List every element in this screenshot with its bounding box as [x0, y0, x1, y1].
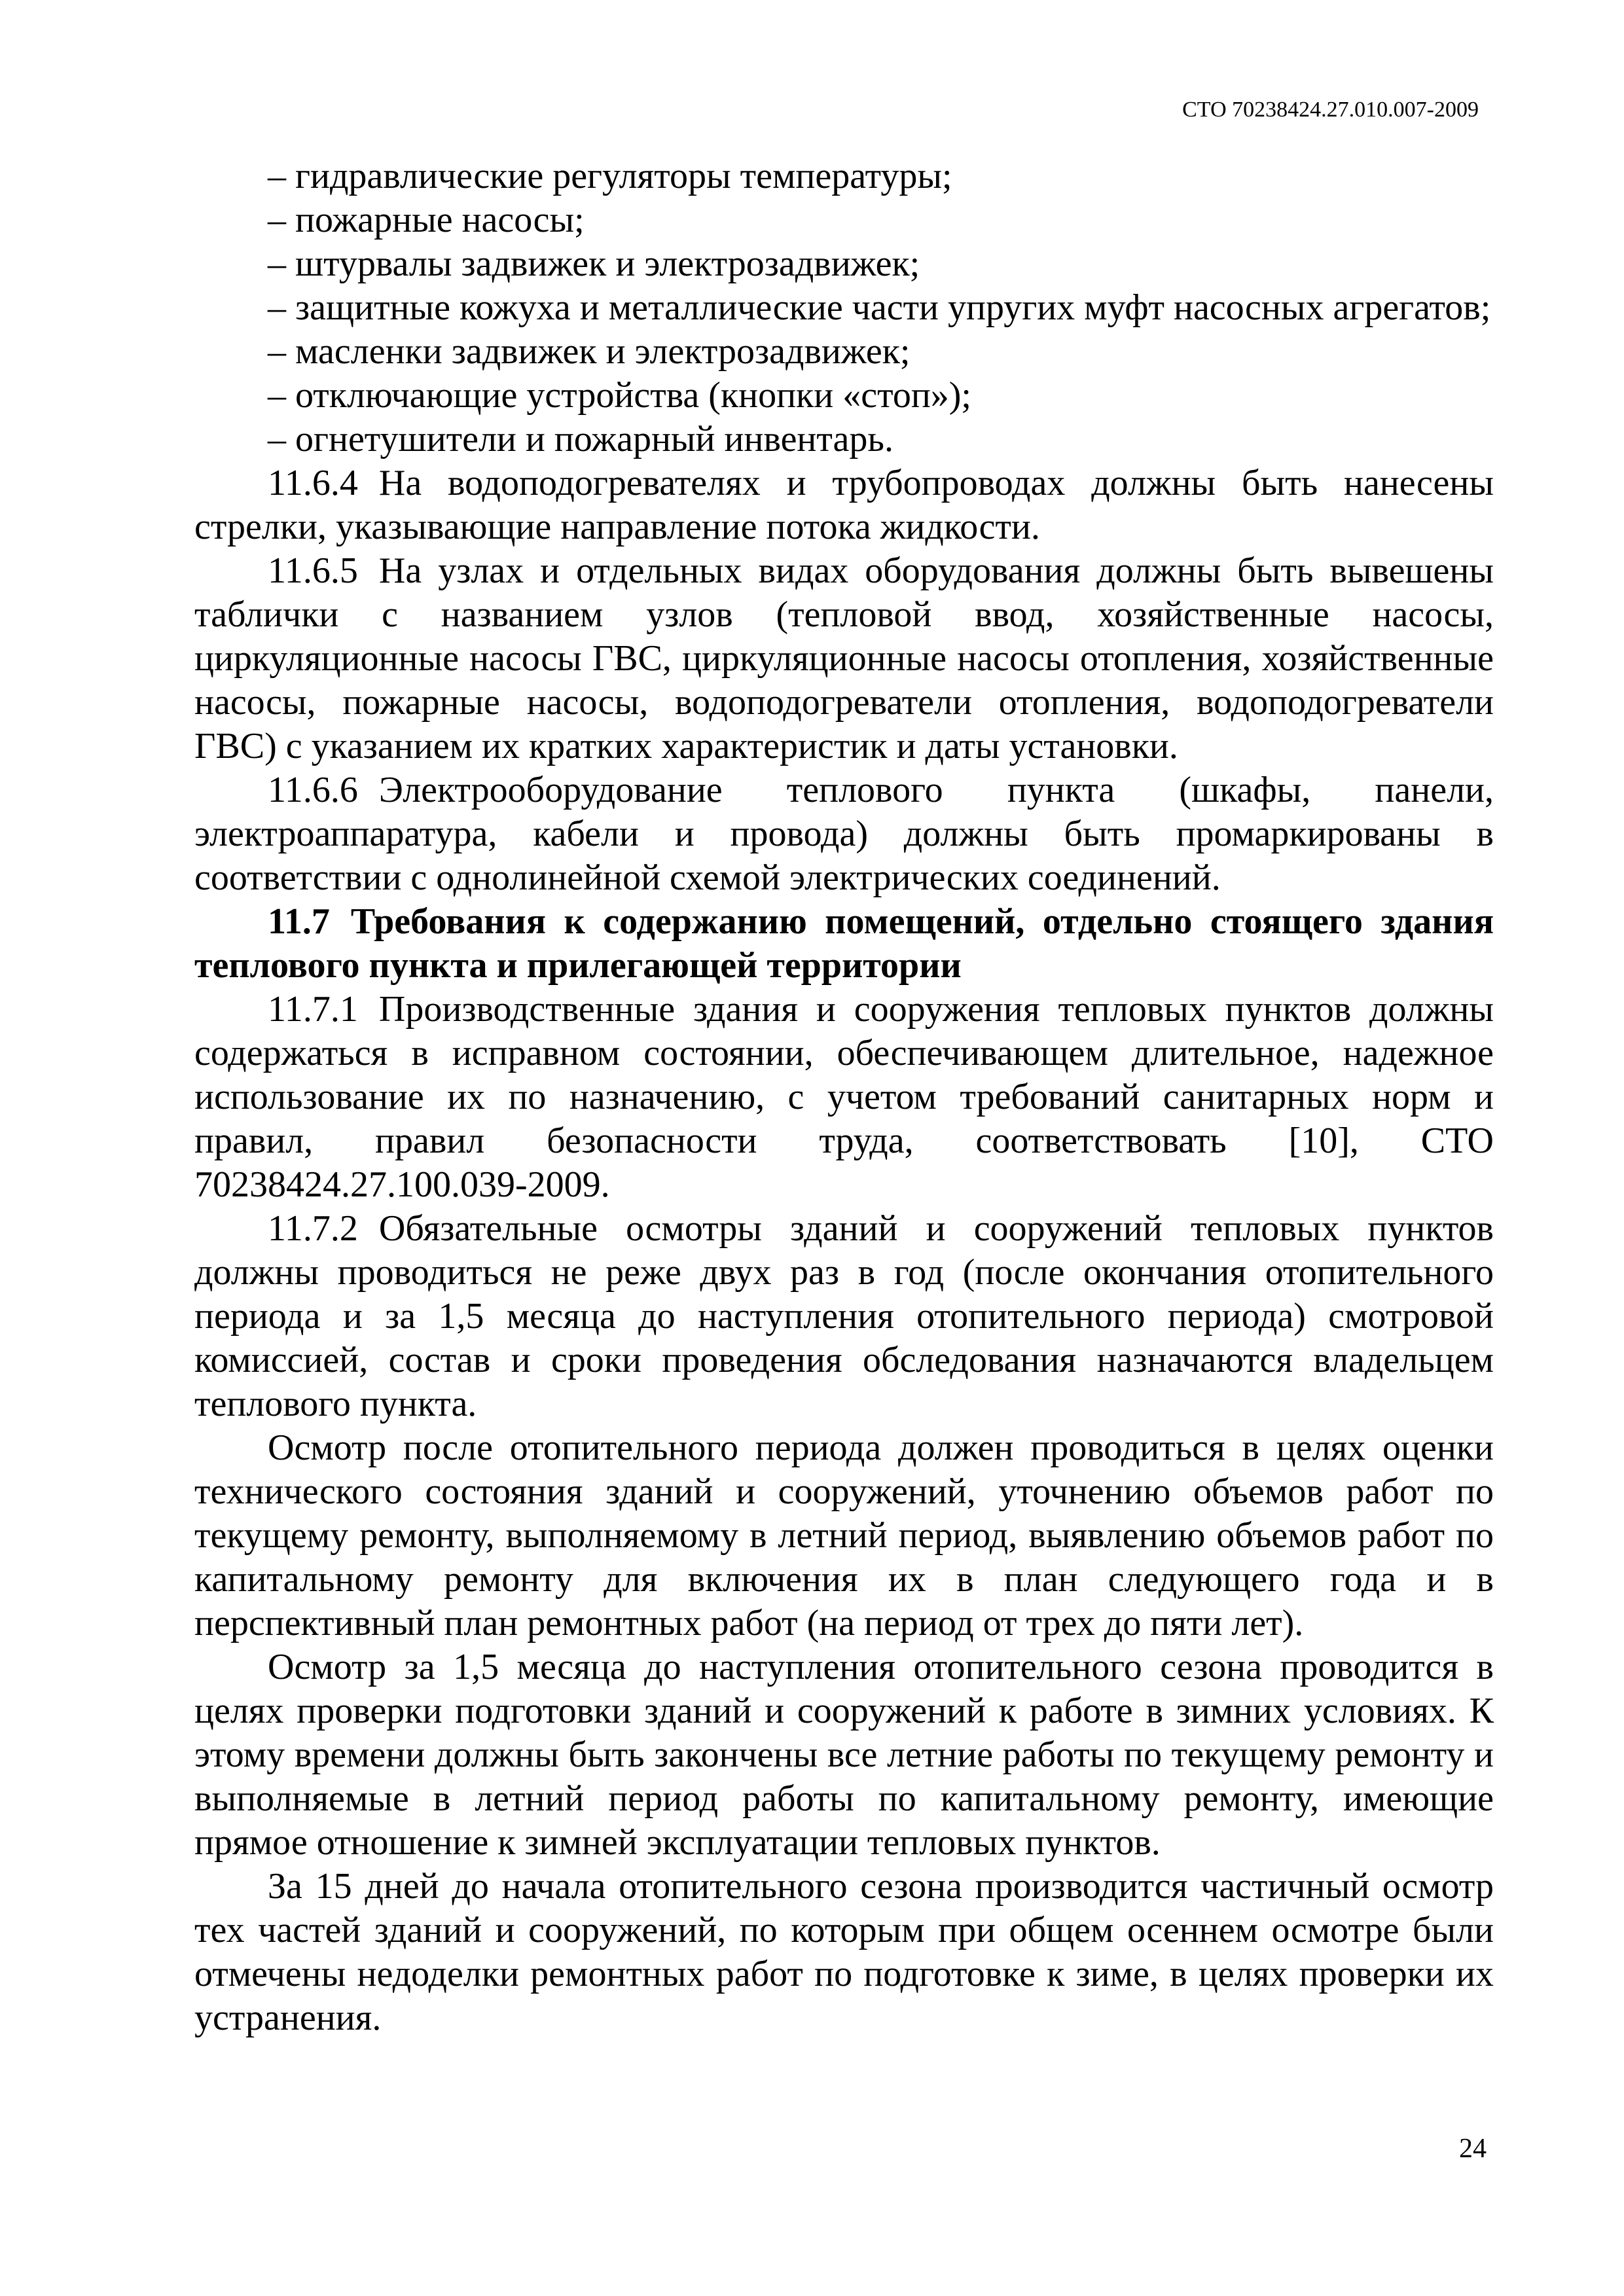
- clause-number: 11.6.5: [268, 550, 358, 591]
- clause-number: 11.7.1: [268, 989, 358, 1030]
- list-item: – огнетушители и пожарный инвентарь.: [268, 419, 893, 459]
- section-title: Требования к содержанию помещений, отдельно стоящего здания теплового пункта и прилегающей территории: [194, 901, 1494, 986]
- clause-number: 11.6.4: [268, 463, 358, 503]
- list-item: – отключающие устройства (кнопки «стоп»);: [268, 375, 971, 416]
- document-code: СТО 70238424.27.010.007-2009: [1182, 98, 1479, 122]
- clause-text: Обязательные осмотры зданий и сооружений тепловых пунктов должны проводиться не реже двух раз в год (после окончания отопительного периода и за 1,5 месяца до наступления отопительного периода) смотровой комиссией, состав и сроки проведения обследования назначаются владельцем теплового пункта.: [194, 1208, 1494, 1424]
- clause-text: На узлах и отдельных видах оборудования должны быть вывешены таблички с названием узлов (тепловой ввод, хозяйственные насосы, циркуляционные насосы ГВС, циркуляционные насосы отопления, хозяйственные насосы, пожарные насосы, водоподогреватели отопления, водоподогреватели ГВС) с указанием их кратких характеристик и даты установки.: [194, 550, 1494, 766]
- list-item: – гидравлические регуляторы температуры;: [268, 156, 952, 196]
- section-heading: [194, 900, 1494, 988]
- body-paragraph: За 15 дней до начала отопительного сезона производится частичный осмотр тех частей зданий и сооружений, по которым при общем осеннем осмотре были отмечены недоделки ремонтных работ по подготовке к зиме, в целях проверки их устранения.: [194, 1866, 1494, 2038]
- clause-11-7-1: [194, 988, 1494, 1207]
- list-item: – защитные кожуха и металлические части упругих муфт насосных агрегатов;: [268, 287, 1491, 328]
- section-number: 11.7: [268, 901, 330, 942]
- page-number: 24: [1459, 2134, 1487, 2164]
- list-item: – масленки задвижек и электрозадвижек;: [268, 331, 911, 372]
- clause-text: Производственные здания и сооружения тепловых пунктов должны содержаться в исправном состоянии, обеспечивающем длительное, надежное использование их по назначению, с учетом требований санитарных норм и правил, правил безопасности труда, соответствовать [10], СТО 70238424.27.100.039-2009.: [194, 989, 1494, 1205]
- list-item: – пожарные насосы;: [268, 200, 585, 240]
- body-paragraph: Осмотр после отопительного периода должен проводиться в целях оценки технического состояния зданий и сооружений, уточнению объемов работ по текущему ремонту, выполняемому в летний период, выявлению объемов работ по капитальному ремонту для включения их в план следующего года и в перспективный план ремонтных работ (на период от трех до пяти лет).: [194, 1427, 1494, 1643]
- body-paragraph: Осмотр за 1,5 месяца до наступления отопительного сезона проводится в целях проверки подготовки зданий и сооружений к работе в зимних условиях. К этому времени должны быть закончены все летние работы по текущему ремонту и выполняемые в летний период работы по капитальному ремонту, имеющие прямое отношение к зимней эксплуатации тепловых пунктов.: [194, 1647, 1494, 1863]
- clause-11-6-6: [194, 768, 1494, 900]
- clause-text: На водоподогревателях и трубопроводах должны быть нанесены стрелки, указывающие направление потока жидкости.: [194, 463, 1494, 547]
- clause-11-6-4: [194, 461, 1494, 549]
- clause-text: Электрооборудование теплового пункта (шкафы, панели, электроаппаратура, кабели и провода) должны быть промаркированы в соответствии с однолинейной схемой электрических соединений.: [194, 770, 1494, 898]
- clause-number: 11.6.6: [268, 770, 358, 810]
- page-content: [194, 154, 1494, 2040]
- clause-number: 11.7.2: [268, 1208, 358, 1249]
- clause-11-7-2: [194, 1207, 1494, 1426]
- clause-11-6-5: [194, 549, 1494, 768]
- list-item: – штурвалы задвижек и электрозадвижек;: [268, 243, 920, 284]
